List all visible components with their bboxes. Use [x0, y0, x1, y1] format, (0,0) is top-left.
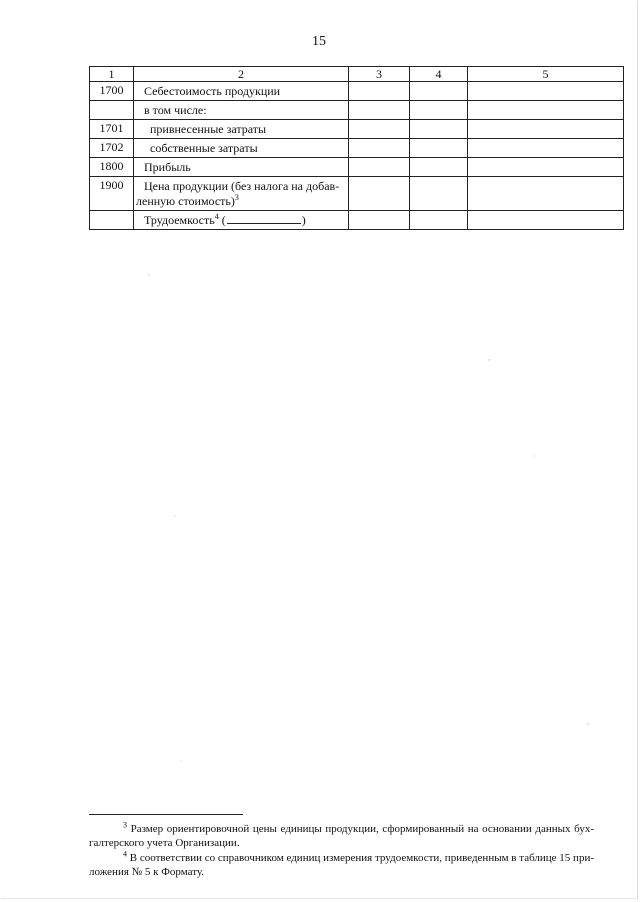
- row-cell-4: [410, 82, 468, 101]
- footnote-ref: 3: [234, 193, 239, 202]
- row-name-line1: Цена продукции (без налога на добав-: [144, 179, 340, 193]
- row-cell-5: [468, 120, 624, 139]
- column-header-1: 1: [90, 67, 134, 82]
- table-row: [90, 211, 624, 230]
- table-row: [90, 82, 624, 101]
- row-cell-3: [349, 120, 410, 139]
- table-header-row: [90, 67, 624, 82]
- footnote-mark: 4: [123, 849, 127, 859]
- table-row: [90, 139, 624, 158]
- row-code: [90, 101, 134, 120]
- row-cell-4: [410, 139, 468, 158]
- row-cell-5: [468, 139, 624, 158]
- blank-underline: [227, 213, 301, 224]
- footnote-3: [89, 822, 594, 850]
- column-header-4: 4: [410, 67, 468, 82]
- row-cell-3: [349, 82, 410, 101]
- row-code: 1702: [90, 139, 134, 158]
- column-header-3: 3: [349, 67, 410, 82]
- row-cell-3: [349, 139, 410, 158]
- row-name: [134, 211, 349, 230]
- row-cell-5: [468, 158, 624, 177]
- row-name: собственные затраты: [134, 139, 349, 158]
- column-header-5: 5: [468, 67, 624, 82]
- row-name: привнесенные затраты: [134, 120, 349, 139]
- row-cell-3: [349, 211, 410, 230]
- footnote-separator: [89, 814, 243, 815]
- row-cell-5: [468, 211, 624, 230]
- document-page: [1, 1, 638, 899]
- row-cell-5: [468, 82, 624, 101]
- row-name-line2: ленную стоимость): [136, 194, 235, 208]
- close-paren: ): [301, 213, 306, 227]
- row-name: [134, 177, 349, 211]
- table-row: [90, 158, 624, 177]
- row-name-text: Трудоемкость: [144, 213, 215, 227]
- footnote-4: [89, 851, 594, 879]
- row-cell-4: [410, 158, 468, 177]
- row-name: в том числе:: [134, 101, 349, 120]
- table-row: [90, 101, 624, 120]
- open-paren: (: [218, 213, 226, 227]
- row-cell-3: [349, 177, 410, 211]
- row-cell-4: [410, 101, 468, 120]
- form-table: [89, 66, 624, 230]
- row-cell-4: [410, 177, 468, 211]
- row-cell-4: [410, 120, 468, 139]
- page-number: 15: [312, 34, 326, 49]
- row-cell-3: [349, 158, 410, 177]
- row-code: 1701: [90, 120, 134, 139]
- row-code: [90, 211, 134, 230]
- table-row: [90, 177, 624, 211]
- row-code: 1800: [90, 158, 134, 177]
- row-cell-5: [468, 177, 624, 211]
- row-cell-3: [349, 101, 410, 120]
- footnotes: [89, 822, 594, 880]
- footnote-mark: 3: [123, 820, 127, 830]
- row-code: 1700: [90, 82, 134, 101]
- table-row: [90, 120, 624, 139]
- row-code: 1900: [90, 177, 134, 211]
- row-cell-5: [468, 101, 624, 120]
- column-header-2: 2: [134, 67, 349, 82]
- row-cell-4: [410, 211, 468, 230]
- row-name: Прибыль: [134, 158, 349, 177]
- footnote-ref: 4: [214, 212, 219, 221]
- footnote-text: Размер ориентировочной цены единицы продукции, сформированный на основании данных бух-галтерского учета Организации.: [89, 823, 594, 849]
- footnote-text: В соответствии со справочником единиц измерения трудоемкости, приведенным в таблице 15 при-ложения № 5 к Формату.: [89, 852, 594, 878]
- row-name: Себестоимость продукции: [134, 82, 349, 101]
